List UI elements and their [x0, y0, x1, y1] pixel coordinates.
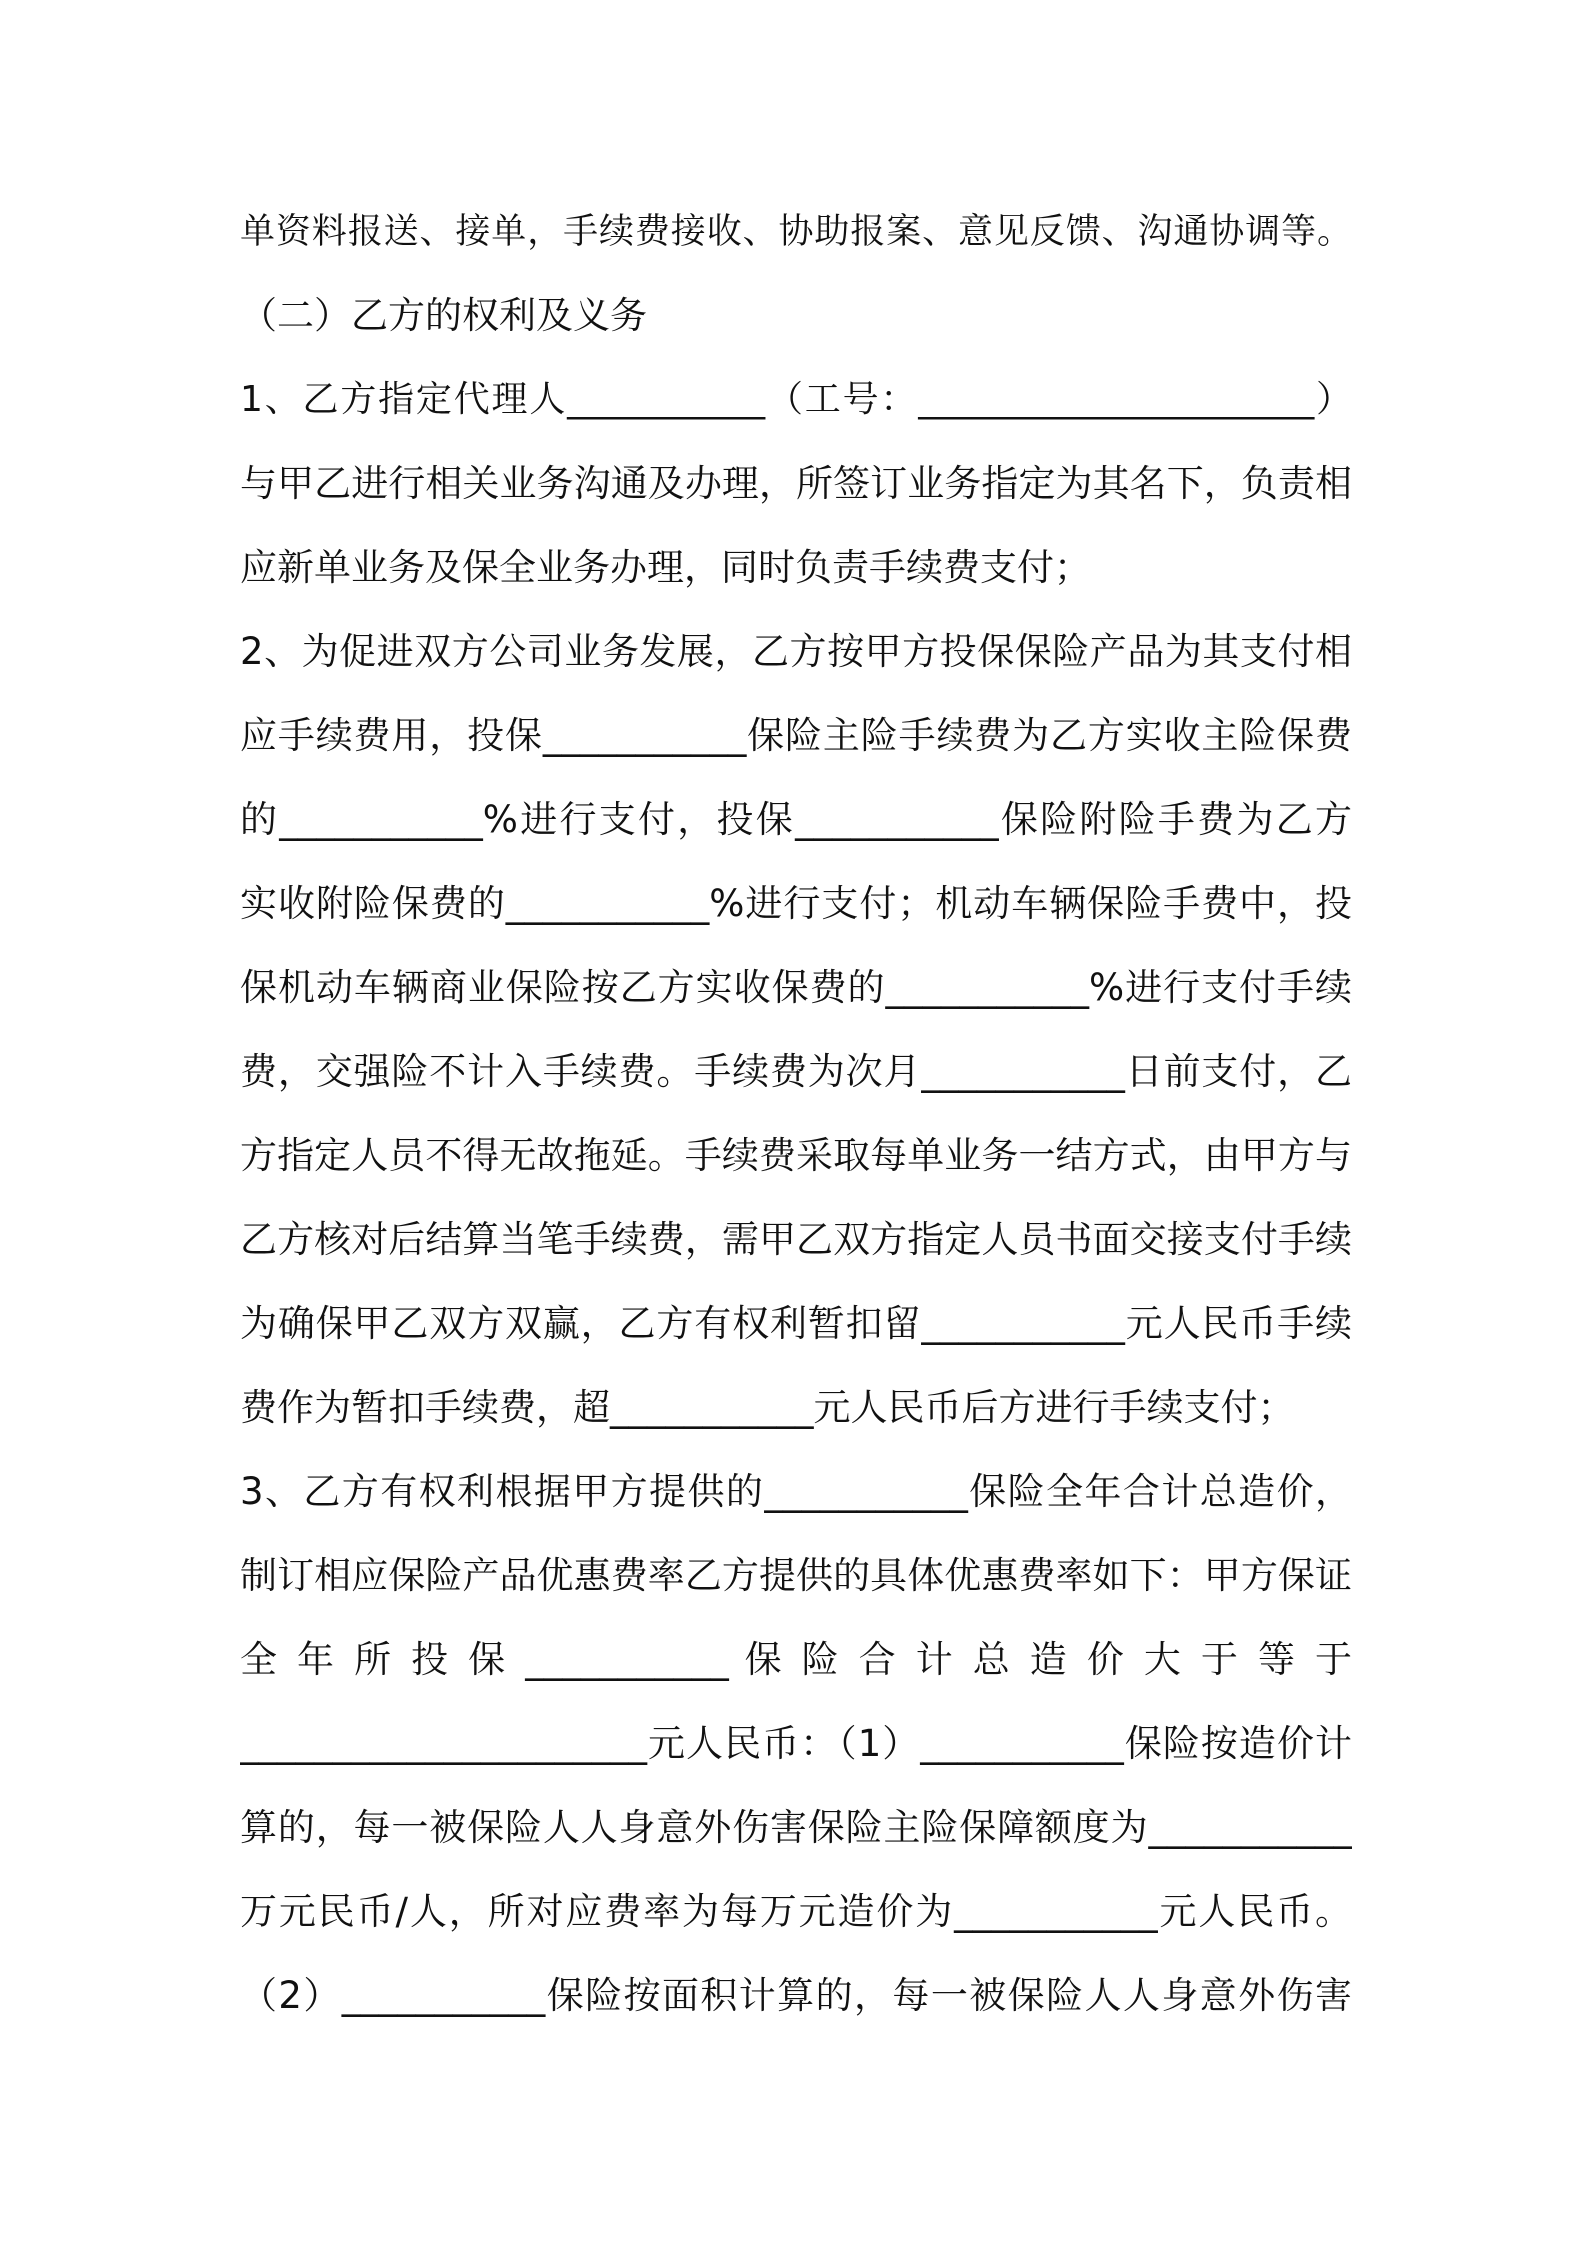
text-line: 应手续费用，投保___________保险主险手续费为乙方实收主险保费	[240, 714, 1352, 757]
text-line: 制订相应保险产品优惠费率乙方提供的具体优惠费率如下：甲方保证	[240, 1554, 1352, 1597]
text-line: 费，交强险不计入手续费。手续费为次月___________日前支付，乙	[240, 1050, 1352, 1093]
text-line: 3、乙方有权利根据甲方提供的___________保险全年合计总造价，	[240, 1470, 1352, 1513]
text-line: 乙方核对后结算当笔手续费，需甲乙双方指定人员书面交接支付手续	[240, 1218, 1352, 1261]
text-line: （2）___________保险按面积计算的，每一被保险人人身意外伤害	[240, 1974, 1352, 2017]
text-line: 方指定人员不得无故拖延。手续费采取每单业务一结方式，由甲方与	[240, 1134, 1352, 1177]
text-line: 保机动车辆商业保险按乙方实收保费的___________%进行支付手续	[240, 966, 1352, 1009]
text-line: 实收附险保费的___________%进行支付；机动车辆保险手费中，投	[240, 882, 1352, 925]
text-line: 2、为促进双方公司业务发展，乙方按甲方投保保险产品为其支付相	[240, 630, 1352, 673]
text-line: 的___________%进行支付，投保___________保险附险手费为乙方	[240, 798, 1352, 841]
section-heading: （二）乙方的权利及义务	[240, 294, 647, 337]
text-line: 算的，每一被保险人人身意外伤害保险主险保障额度为___________	[240, 1806, 1352, 1849]
text-line: 全 年 所 投 保 ___________ 保 险 合 计 总 造 价 大 于 等 于	[240, 1638, 1352, 1681]
text-line: 单资料报送、接单，手续费接收、协助报案、意见反馈、沟通协调等。	[240, 212, 1352, 252]
text-line: 与甲乙进行相关业务沟通及办理，所签订业务指定为其名下，负责相	[240, 462, 1352, 505]
text-line: 费作为暂扣手续费，超___________元人民币后方进行手续支付；	[240, 1386, 1295, 1429]
text-line: 万元民币/人，所对应费率为每万元造价为___________元人民币。	[240, 1890, 1352, 1933]
text-line: 应新单业务及保全业务办理，同时负责手续费支付；	[240, 546, 1091, 589]
text-line: 1、乙方指定代理人___________（工号：______________________）	[240, 379, 1352, 420]
text-line: ______________________元人民币：（1）___________保险按造价计	[240, 1722, 1352, 1765]
text-line: 为确保甲乙双方双赢，乙方有权利暂扣留___________元人民币手续	[240, 1302, 1352, 1345]
